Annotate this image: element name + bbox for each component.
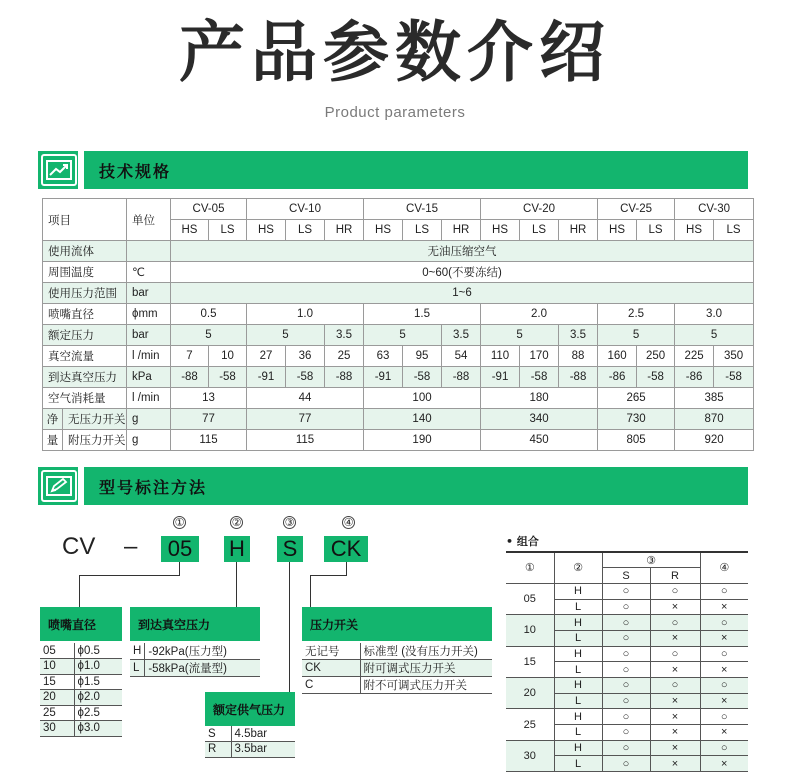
combo-cell: × xyxy=(650,630,700,646)
cell: 115 xyxy=(171,430,247,451)
type-header: HS xyxy=(598,220,637,241)
combo-cell: ○ xyxy=(602,678,650,694)
row-value: 0~60(不要冻结) xyxy=(171,262,754,283)
model-header: CV-20 xyxy=(481,199,598,220)
cell: -88 xyxy=(325,367,364,388)
combo-cell: ○ xyxy=(650,646,700,662)
cell: 36 xyxy=(286,346,325,367)
row-label: 无压力开关 xyxy=(63,409,127,430)
switch-box-table xyxy=(302,643,492,694)
cell: 1.5 xyxy=(364,304,481,325)
combo-cell: ○ xyxy=(602,725,650,741)
cell: 265 xyxy=(598,388,675,409)
cell: -86 xyxy=(675,367,714,388)
combo-cell: H xyxy=(554,583,602,599)
row-value: 1~6 xyxy=(171,283,754,304)
cell: 5 xyxy=(171,325,247,346)
cell: 870 xyxy=(675,409,754,430)
connector xyxy=(179,562,180,576)
cell: 225 xyxy=(675,346,714,367)
combo-cell: H xyxy=(554,740,602,756)
table-row xyxy=(43,241,754,262)
combo-cell: ○ xyxy=(700,740,748,756)
table-row xyxy=(43,346,754,367)
cell: 0.5 xyxy=(171,304,247,325)
cell: H xyxy=(130,643,145,660)
cell: 10 xyxy=(209,346,247,367)
table-row xyxy=(302,643,492,660)
page-subtitle: Product parameters xyxy=(324,104,466,121)
combo-cell: ○ xyxy=(602,599,650,615)
cell: 25 xyxy=(325,346,364,367)
combo-cell: ○ xyxy=(602,583,650,599)
table-row xyxy=(506,678,748,694)
row-label: 到达真空压力 xyxy=(43,367,127,388)
type-header: LS xyxy=(637,220,675,241)
row-unit: bar xyxy=(127,325,171,346)
vacuum-box-title: 到达真空压力 xyxy=(130,607,260,641)
combo-cell: H xyxy=(554,615,602,631)
row-value: 无油压缩空气 xyxy=(171,241,754,262)
combo-cell: ○ xyxy=(602,740,650,756)
table-row xyxy=(43,283,754,304)
model-section-bar xyxy=(38,467,748,505)
weight-side-label: 净 xyxy=(43,409,63,430)
cell: 附不可调式压力开关 xyxy=(360,677,492,694)
cell: -92kPa(压力型) xyxy=(145,643,260,660)
combo-cell: × xyxy=(700,662,748,678)
model-header: CV-30 xyxy=(675,199,754,220)
combo-cell: L xyxy=(554,756,602,772)
row-unit xyxy=(127,241,171,262)
table-row xyxy=(302,660,492,677)
combo-cell: ○ xyxy=(602,646,650,662)
cell: 340 xyxy=(481,409,598,430)
cell: L xyxy=(130,660,145,677)
cell: 44 xyxy=(247,388,364,409)
combo-cell: ○ xyxy=(650,615,700,631)
cell: 3.5 xyxy=(442,325,481,346)
cell: -58 xyxy=(714,367,754,388)
cell: 10 xyxy=(40,659,74,675)
cell: 77 xyxy=(171,409,247,430)
cell: ϕ0.5 xyxy=(74,643,122,659)
combo-cell: ○ xyxy=(602,615,650,631)
table-row xyxy=(506,646,748,662)
table-row xyxy=(40,705,122,721)
combo-head: ③ xyxy=(602,552,700,568)
section-divider xyxy=(78,467,84,505)
table-row xyxy=(40,643,122,659)
connector xyxy=(289,562,290,692)
cell: -58kPa(流量型) xyxy=(145,660,260,677)
table-row xyxy=(43,430,754,451)
unit-header: 单位 xyxy=(127,199,171,241)
row-unit: bar xyxy=(127,283,171,304)
table-row xyxy=(205,742,295,758)
combo-cell: ○ xyxy=(602,693,650,709)
specs-section-title: 技术规格 xyxy=(99,161,172,181)
cell: 20 xyxy=(40,690,74,706)
type-header: HR xyxy=(442,220,481,241)
model-header: CV-15 xyxy=(364,199,481,220)
section-divider xyxy=(78,151,84,189)
code-part-switch: CK xyxy=(324,536,368,562)
combo-cell: H xyxy=(554,646,602,662)
combo-cell: H xyxy=(554,709,602,725)
combo-cell: L xyxy=(554,599,602,615)
combo-subhead: S xyxy=(602,568,650,584)
cell: 54 xyxy=(442,346,481,367)
row-unit: l /min xyxy=(127,388,171,409)
weight-side-label: 量 xyxy=(43,430,63,451)
cell: 385 xyxy=(675,388,754,409)
combo-cell: ○ xyxy=(700,646,748,662)
combo-cell: ○ xyxy=(700,709,748,725)
type-header: LS xyxy=(209,220,247,241)
connector xyxy=(79,575,80,607)
code-part-size: 05 xyxy=(161,536,199,562)
connector xyxy=(346,562,347,576)
code-part-supply: S xyxy=(277,536,303,562)
table-row xyxy=(40,659,122,675)
combo-head: ① xyxy=(506,552,554,583)
type-header: LS xyxy=(714,220,754,241)
cell: 27 xyxy=(247,346,286,367)
cell: ϕ1.0 xyxy=(74,659,122,675)
cell: ϕ3.0 xyxy=(74,721,122,737)
cell: 30 xyxy=(40,721,74,737)
cell: 5 xyxy=(364,325,442,346)
type-header: LS xyxy=(520,220,559,241)
combo-cell: ○ xyxy=(650,583,700,599)
model-header: CV-05 xyxy=(171,199,247,220)
spec-table xyxy=(42,198,754,451)
row-label: 真空流量 xyxy=(43,346,127,367)
combo-cell: × xyxy=(650,599,700,615)
spec-table-wrap xyxy=(42,198,748,451)
cell: -58 xyxy=(209,367,247,388)
cell: ϕ1.5 xyxy=(74,674,122,690)
table-row xyxy=(40,674,122,690)
row-unit: ϕmm xyxy=(127,304,171,325)
combo-size: 25 xyxy=(506,709,554,740)
combo-cell: ○ xyxy=(700,615,748,631)
row-label: 空气消耗量 xyxy=(43,388,127,409)
cell: -58 xyxy=(637,367,675,388)
row-label: 使用流体 xyxy=(43,241,127,262)
connector xyxy=(79,575,180,576)
table-row xyxy=(43,199,754,220)
type-header: HR xyxy=(325,220,364,241)
cell: 140 xyxy=(364,409,481,430)
cell: 805 xyxy=(598,430,675,451)
combo-title: • 组合 xyxy=(506,535,539,548)
cell: 110 xyxy=(481,346,520,367)
connector xyxy=(310,575,347,576)
cell: 77 xyxy=(247,409,364,430)
cell: 100 xyxy=(364,388,481,409)
row-label: 附压力开关 xyxy=(63,430,127,451)
type-header: HS xyxy=(247,220,286,241)
code-dash: – xyxy=(124,533,138,560)
type-header: LS xyxy=(286,220,325,241)
cell: S xyxy=(205,726,231,742)
cell: 3.0 xyxy=(675,304,754,325)
table-row xyxy=(506,709,748,725)
cell: 95 xyxy=(403,346,442,367)
cell: -88 xyxy=(442,367,481,388)
combo-cell: L xyxy=(554,693,602,709)
cell: 15 xyxy=(40,674,74,690)
combo-cell: L xyxy=(554,662,602,678)
cell: 4.5bar xyxy=(231,726,295,742)
row-unit: g xyxy=(127,430,171,451)
cell: CK xyxy=(302,660,360,677)
combo-cell: × xyxy=(700,725,748,741)
combo-size: 20 xyxy=(506,678,554,709)
cell: 13 xyxy=(171,388,247,409)
cell: 450 xyxy=(481,430,598,451)
combo-cell: × xyxy=(650,662,700,678)
cell: 3.5 xyxy=(559,325,598,346)
combo-cell: L xyxy=(554,630,602,646)
combo-cell: ○ xyxy=(700,678,748,694)
table-row xyxy=(40,721,122,737)
cell: 2.5 xyxy=(598,304,675,325)
row-label: 额定压力 xyxy=(43,325,127,346)
table-row xyxy=(506,583,748,599)
cell: C xyxy=(302,677,360,694)
combo-cell: × xyxy=(650,756,700,772)
marker-1: ① xyxy=(174,516,185,529)
combo-cell: × xyxy=(650,725,700,741)
combo-cell: × xyxy=(700,630,748,646)
cell: 63 xyxy=(364,346,403,367)
combo-cell: × xyxy=(650,709,700,725)
cell: -91 xyxy=(247,367,286,388)
cell: 350 xyxy=(714,346,754,367)
combo-cell: × xyxy=(650,693,700,709)
table-row xyxy=(43,304,754,325)
cell: -58 xyxy=(286,367,325,388)
cell: 2.0 xyxy=(481,304,598,325)
cell: 5 xyxy=(598,325,675,346)
marker-3: ③ xyxy=(284,516,295,529)
marker-4: ④ xyxy=(343,516,354,529)
code-prefix: CV xyxy=(62,533,96,560)
row-label: 周围温度 xyxy=(43,262,127,283)
model-section-title: 型号标注方法 xyxy=(99,477,208,497)
table-row xyxy=(43,367,754,388)
combo-body xyxy=(506,583,748,771)
combo-cell: × xyxy=(700,756,748,772)
cell: ϕ2.5 xyxy=(74,705,122,721)
row-label: 喷嘴直径 xyxy=(43,304,127,325)
cell: -88 xyxy=(171,367,209,388)
cell: 5 xyxy=(675,325,754,346)
model-header: CV-10 xyxy=(247,199,364,220)
type-header: HS xyxy=(675,220,714,241)
specs-section-bar xyxy=(38,151,748,189)
item-header: 项目 xyxy=(43,199,127,241)
connector xyxy=(310,575,311,607)
page-title: 产品参数介绍 xyxy=(179,14,611,91)
cell: -58 xyxy=(520,367,559,388)
cell: ϕ2.0 xyxy=(74,690,122,706)
supply-box-title: 额定供气压力 xyxy=(205,692,295,726)
cell: 190 xyxy=(364,430,481,451)
cell: -58 xyxy=(403,367,442,388)
chart-trend-icon xyxy=(41,154,77,186)
supply-box-table xyxy=(205,726,295,758)
cell: -91 xyxy=(481,367,520,388)
cell: 05 xyxy=(40,643,74,659)
type-header: HR xyxy=(559,220,598,241)
row-unit: g xyxy=(127,409,171,430)
combo-cell: ○ xyxy=(700,583,748,599)
table-row xyxy=(506,615,748,631)
table-row xyxy=(506,740,748,756)
combo-table xyxy=(506,551,748,772)
code-part-vacuum: H xyxy=(224,536,250,562)
cell: 88 xyxy=(559,346,598,367)
cell: 1.0 xyxy=(247,304,364,325)
type-header: LS xyxy=(403,220,442,241)
type-header: HS xyxy=(481,220,520,241)
table-row xyxy=(43,409,754,430)
combo-cell: ○ xyxy=(602,709,650,725)
combo-size: 15 xyxy=(506,646,554,677)
cell: 附可调式压力开关 xyxy=(360,660,492,677)
combo-cell: ○ xyxy=(650,678,700,694)
cell: -88 xyxy=(559,367,598,388)
combo-head: ④ xyxy=(700,552,748,583)
cell: 标准型 (没有压力开关) xyxy=(360,643,492,660)
combo-head: ② xyxy=(554,552,602,583)
cell: 25 xyxy=(40,705,74,721)
combo-cell: H xyxy=(554,678,602,694)
table-row xyxy=(130,643,260,660)
model-header: CV-25 xyxy=(598,199,675,220)
row-unit: kPa xyxy=(127,367,171,388)
nozzle-box-table xyxy=(40,643,122,737)
row-label: 使用压力范围 xyxy=(43,283,127,304)
combo-size: 30 xyxy=(506,740,554,771)
switch-box-title: 压力开关 xyxy=(302,607,492,641)
cell: 115 xyxy=(247,430,364,451)
table-row xyxy=(130,660,260,677)
row-unit: l /min xyxy=(127,346,171,367)
cell: 3.5 xyxy=(325,325,364,346)
table-row xyxy=(43,325,754,346)
combo-size: 10 xyxy=(506,615,554,646)
combo-cell: × xyxy=(650,740,700,756)
combo-cell: × xyxy=(700,693,748,709)
connector xyxy=(236,562,237,607)
cell: 250 xyxy=(637,346,675,367)
combo-subhead: R xyxy=(650,568,700,584)
table-row xyxy=(205,726,295,742)
cell: 5 xyxy=(247,325,325,346)
combo-cell: L xyxy=(554,725,602,741)
marker-2: ② xyxy=(231,516,242,529)
cell: 170 xyxy=(520,346,559,367)
table-row xyxy=(40,690,122,706)
cell: 920 xyxy=(675,430,754,451)
nozzle-box-title: 喷嘴直径 xyxy=(40,607,122,641)
cell: 730 xyxy=(598,409,675,430)
cell: 160 xyxy=(598,346,637,367)
type-header: HS xyxy=(364,220,403,241)
vacuum-box-table xyxy=(130,643,260,677)
table-row xyxy=(43,388,754,409)
cell: 5 xyxy=(481,325,559,346)
combo-cell: × xyxy=(700,599,748,615)
combo-cell: ○ xyxy=(602,756,650,772)
table-row xyxy=(506,552,748,568)
row-unit: ℃ xyxy=(127,262,171,283)
cell: 3.5bar xyxy=(231,742,295,758)
cell: 7 xyxy=(171,346,209,367)
table-row xyxy=(302,677,492,694)
cell: -91 xyxy=(364,367,403,388)
table-row xyxy=(43,262,754,283)
combo-cell: ○ xyxy=(602,630,650,646)
cell: R xyxy=(205,742,231,758)
type-header: HS xyxy=(171,220,209,241)
cell: 180 xyxy=(481,388,598,409)
pencil-icon xyxy=(41,470,77,502)
cell: 无记号 xyxy=(302,643,360,660)
combo-size: 05 xyxy=(506,583,554,614)
cell: -86 xyxy=(598,367,637,388)
combo-cell: ○ xyxy=(602,662,650,678)
